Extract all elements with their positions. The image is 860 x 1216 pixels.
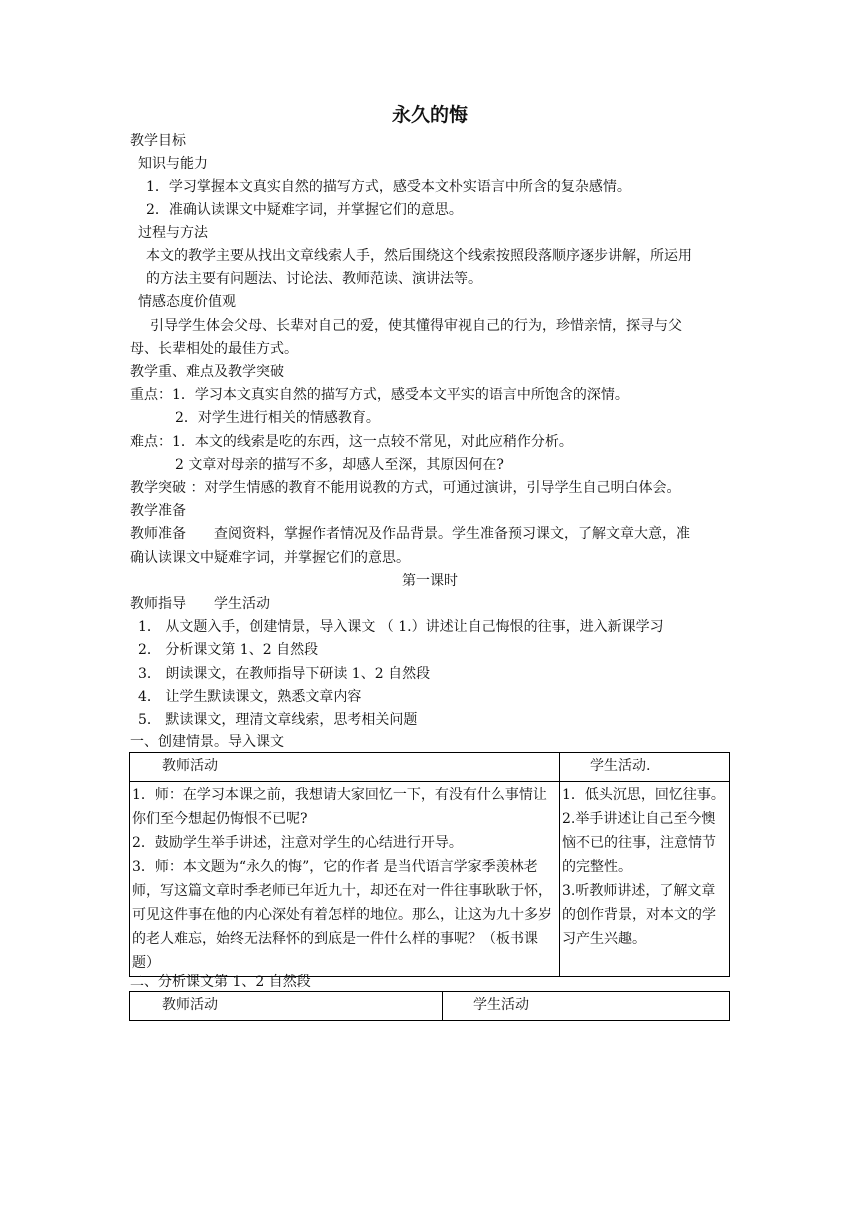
step-3: 3． 朗读课文，在教师指导下研读 1、2 自然段 — [138, 666, 431, 682]
knowledge-heading: 知识与能力 — [138, 156, 208, 172]
activity-table-1 — [129, 752, 730, 977]
teacher-activity-header: 教师活动 — [130, 753, 560, 782]
lesson-heading: 第一课时 — [402, 573, 458, 589]
key-point-2: 2．对学生进行相关的情感教育。 — [175, 410, 380, 426]
step-2: 2． 分析课文第 1、2 自然段 — [138, 642, 319, 658]
key-points-heading: 教学重、难点及教学突破 — [130, 364, 284, 380]
emotion-heading: 情感态度价值观 — [138, 294, 236, 310]
student-activity-content: 1．低头沉思，回忆往事。 2.举手讲述让自己至今懊恼不已的往事，注意情节的完整性。 3.听教师讲述，了解文章的创作背景，对本文的学习产生兴趣。 — [560, 782, 730, 977]
difficulty-1: 难点：1．本文的线索是吃的东西，这一点较不常见，对此应稍作分析。 — [130, 434, 573, 450]
process-heading: 过程与方法 — [138, 225, 208, 241]
page-title: 永久的悔 — [391, 104, 468, 126]
step-5: 5． 默读课文，理清文章线索，思考相关问题 — [138, 712, 418, 728]
step-4: 4． 让学生默读课文，熟悉文章内容 — [138, 689, 362, 705]
teacher-activity-content: 1．师：在学习本课之前，我想请大家回忆一下，有没有什么事情让你们至今想起仍悔恨不已呢? 2．鼓励学生举手讲述，注意对学生的心结进行开导。 3．师：本文题为“永久的悔”，它的作者 是当代语言学家季羡林老师，写这篇文章时季老师已年近九十，却还在对一件往事耿耿于怀，可见这件事在他的内心深处有着怎样的地位。那么，让这为九十多岁的老人难忘，始终无法释怀的到底是一件什么样的事呢？（板书课题） — [130, 782, 560, 977]
process-text-1: 本文的教学主要从找出文章线索人手，然后围绕这个线索按照段落顺序逐步讲解，所运用 — [146, 248, 692, 264]
step-1: 1． 从文题入手，创建情景，导入课文 （ 1.）讲述让自己悔恨的往事，进入新课学习 — [138, 619, 664, 635]
preparation-text-1: 教师准备 查阅资料，掌握作者情况及作品背景。学生准备预习课文，了解文章大意，准 — [130, 526, 690, 542]
emotion-text-1: 引导学生体会父母、长辈对自己的爱，使其懂得审视自己的行为，珍惜亲情，探寻与父 — [150, 318, 682, 334]
knowledge-item-2: 2．准确认读课文中疑难字词，并掌握它们的意思。 — [146, 202, 463, 218]
difficulty-2: 2 文章对母亲的描写不多，却感人至深，其原因何在? — [175, 457, 504, 473]
key-point-1: 重点：1．学习本文真实自然的描写方式，感受本文平实的语言中所饱含的深情。 — [130, 387, 629, 403]
knowledge-item-1: 1．学习掌握本文真实自然的描写方式，感受本文朴实语言中所含的复杂感情。 — [146, 179, 631, 195]
section-2-heading: 二、分析课文第 1、2 自然段 — [130, 974, 311, 990]
preparation-heading: 教学准备 — [130, 503, 186, 519]
breakthrough-text: 教学突破 ：对学生情感的教育不能用说教的方式，可通过演讲，引导学生自己明白体会。 — [130, 480, 681, 496]
activity-table-2 — [129, 991, 730, 1021]
student-activity-header: 学生活动. — [560, 753, 730, 782]
teacher-activity-header-2: 教师活动 — [130, 992, 443, 1021]
preparation-text-2: 确认读课文中疑难字词，并掌握它们的意思。 — [130, 550, 410, 566]
process-text-2: 的方法主要有问题法、讨论法、教师范读、演讲法等。 — [146, 271, 482, 287]
section-1-heading: 一、创建情景。导入课文 — [130, 734, 284, 750]
student-activity-header-2: 学生活动 — [443, 992, 730, 1021]
objectives-heading: 教学目标 — [130, 133, 186, 149]
guide-header: 教师指导 学生活动 — [130, 596, 270, 612]
emotion-text-2: 母、长辈相处的最佳方式。 — [130, 341, 298, 357]
